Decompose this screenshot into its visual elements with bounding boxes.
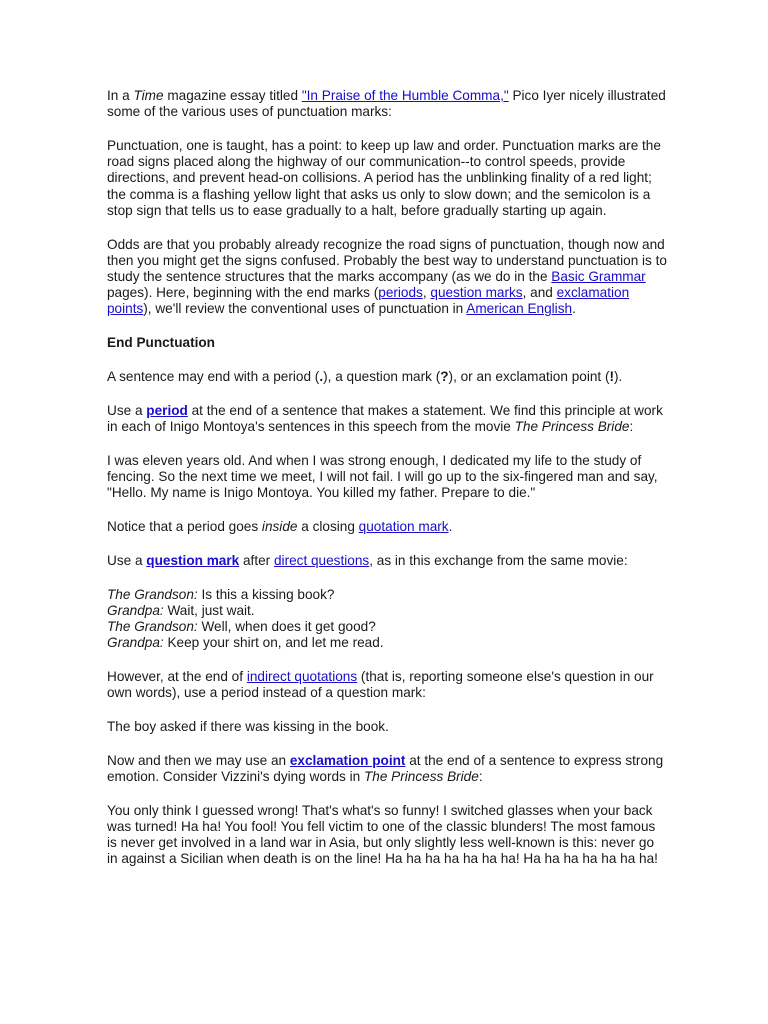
period-link[interactable]: period	[146, 402, 188, 418]
text: .	[572, 301, 576, 317]
text: , and	[522, 285, 557, 301]
text: , as in this exchange from the same movie:	[369, 552, 628, 568]
magazine-title: Time	[133, 88, 164, 103]
period-symbol: .	[319, 369, 324, 385]
speaker: The Grandson:	[107, 619, 198, 635]
text: Use a	[107, 552, 147, 568]
line-text: Keep your shirt on, and let me read.	[163, 635, 384, 651]
line-text: Is this a kissing book?	[197, 586, 335, 602]
line-text: Well, when does it get good?	[197, 619, 376, 635]
exclamation-points-link[interactable]: exclamation points	[107, 285, 630, 317]
question-use-paragraph	[107, 553, 667, 569]
exclamation-point-link[interactable]: exclamation point	[289, 752, 406, 768]
vizzini-quote: You only think I guessed wrong! That's what's so funny! I switched glasses when your back was turned! Ha ha! You fool! You fell victim to one of the classic blunders! The most famous is never get involved in a land war in Asia, but only slightly less well-known is this: never go in against a Sicilian when death is on the line! Ha ha ha ha ha ha ha! Ha ha ha ha ha ha ha!	[107, 802, 658, 867]
text: A sentence may end with a period (	[107, 369, 320, 385]
text: .	[448, 519, 453, 535]
text: Notice that a period goes	[107, 519, 262, 535]
speaker: Grandpa:	[107, 635, 164, 651]
text: ).	[614, 369, 623, 385]
text: In a	[107, 88, 134, 103]
text: ), or an exclamation point (	[448, 369, 610, 385]
exclamation-use-paragraph	[107, 753, 667, 785]
text: Pico Iyer nicely illustrated some of the various uses of punctuation marks:	[107, 88, 666, 120]
period-use-paragraph	[107, 403, 667, 435]
text: pages). Here, beginning with the end marks (	[107, 285, 379, 301]
question-marks-link[interactable]: question marks	[430, 285, 523, 301]
text: a closing	[297, 519, 359, 535]
indirect-quotations-link[interactable]: indirect quotations	[246, 669, 358, 685]
montoya-quote: I was eleven years old. And when I was strong enough, I dedicated my life to the study of fencing. So the next time we meet, I will not fail. I will go up to the six-fingered man and say, "Hello. My name is Inigo Montoya. You killed my father. Prepare to die."	[107, 452, 658, 501]
american-english-link[interactable]: American English	[466, 301, 573, 317]
quotation-mark-link[interactable]: quotation mark	[358, 519, 449, 535]
question-symbol: ?	[440, 369, 449, 385]
movie-title: The Princess Bride	[514, 419, 630, 435]
text: ,	[422, 285, 431, 301]
speaker: Grandpa:	[107, 602, 164, 618]
text: at the end of a sentence to express strong emotion. Consider Vizzini's dying words in	[107, 752, 664, 785]
iyer-quote: Punctuation, one is taught, has a point: to keep up law and order. Punctuation marks are the road signs placed along the highway of our communication--to control speeds, provide directions, and prevent head-on collisions. A period has the unblinking finality of a red light; the comma is a flashing yellow light that asks us only to slow down; and the semicolon is a stop sign that tells us to ease gradually to a halt, before gradually starting up again.	[107, 138, 661, 218]
speaker: The Grandson:	[107, 586, 198, 602]
exclamation-symbol: !	[609, 369, 615, 385]
direct-questions-link[interactable]: direct questions	[273, 552, 370, 568]
text: However, at the end of	[107, 669, 247, 685]
text: Odds are that you probably already recognize the road signs of punctuation, though now and then you might get the signs confused. Probably the best way to understand punctuation is to study the sentence structures that the marks accompany (as we do in the	[107, 236, 667, 285]
movie-title: The Princess Bride	[363, 769, 479, 785]
dialogue-line	[107, 587, 667, 603]
text: ), we'll review the conventional uses of punctuation in	[143, 301, 467, 317]
notice-paragraph	[107, 519, 667, 535]
text: ), a question mark (	[323, 369, 441, 385]
text: after	[239, 552, 274, 568]
dialogue-line	[107, 603, 667, 619]
indirect-paragraph	[107, 669, 667, 701]
text: :	[478, 769, 483, 785]
periods-link[interactable]: periods	[378, 285, 423, 301]
text: magazine essay titled	[163, 88, 302, 103]
question-mark-link[interactable]: question mark	[146, 552, 240, 568]
text: at the end of a sentence that makes a statement. We find this principle at work in each of Inigo Montoya's sentences in this speech from the movie	[107, 402, 663, 435]
document-page	[107, 88, 667, 885]
intro-paragraph	[107, 88, 667, 120]
sentence-end-paragraph	[107, 369, 667, 385]
essay-link[interactable]: "In Praise of the Humble Comma,"	[301, 88, 509, 103]
odds-paragraph	[107, 237, 667, 318]
text: :	[629, 419, 634, 435]
section-heading: End Punctuation	[107, 335, 215, 351]
text: (that is, reporting someone else's question in our own words), use a period instead of a question mark:	[107, 669, 654, 701]
text: Use a	[107, 402, 147, 418]
dialogue-line	[107, 619, 667, 635]
emphasis: inside	[261, 519, 298, 535]
basic-grammar-link[interactable]: Basic Grammar	[551, 269, 646, 285]
dialogue-block	[107, 587, 667, 652]
line-text: Wait, just wait.	[163, 602, 255, 618]
boy-asked-example: The boy asked if there was kissing in the book.	[107, 719, 389, 735]
dialogue-line	[107, 635, 667, 651]
text: Now and then we may use an	[107, 752, 290, 768]
